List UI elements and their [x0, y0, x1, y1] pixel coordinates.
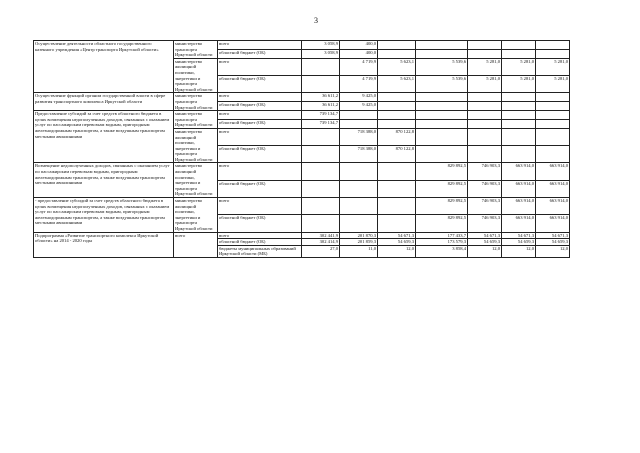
amount-cell: 5 281,0	[536, 58, 570, 75]
funding-source: всего	[218, 198, 302, 215]
executor-cell: министерство жилищной политики, энергетики и транспорта Иркутской области	[174, 58, 218, 93]
amount-cell	[340, 111, 378, 120]
measure-name: Осуществление функций органом государственной власти в сфере развития транспортного комплекса Иркутской области	[34, 93, 174, 111]
executor-cell: министерство транспорта Иркутской области	[174, 93, 218, 111]
amount-cell: 5 281,0	[468, 58, 502, 75]
amount-cell: 829 892,5	[416, 180, 468, 197]
amount-cell	[340, 180, 378, 197]
amount-cell	[502, 102, 536, 111]
amount-cell	[340, 215, 378, 232]
amount-cell: 302 414,9	[302, 239, 340, 246]
amount-cell	[378, 198, 416, 215]
amount-cell: 54 671,3	[502, 232, 536, 239]
amount-cell	[302, 215, 340, 232]
table-row	[34, 93, 570, 102]
amount-cell: 173 579,3	[416, 239, 468, 246]
amount-cell	[502, 93, 536, 102]
amount-cell: 5 623,1	[378, 76, 416, 93]
amount-cell	[536, 120, 570, 129]
amount-cell: 739 134,7	[302, 111, 340, 120]
amount-cell: 9 425,0	[340, 102, 378, 111]
amount-cell	[536, 128, 570, 145]
amount-cell	[502, 49, 536, 58]
table-row	[34, 163, 570, 180]
amount-cell: 302 441,9	[302, 232, 340, 239]
amount-cell	[502, 120, 536, 129]
amount-cell	[378, 111, 416, 120]
funding-source: областной бюджет (ОБ)	[218, 76, 302, 93]
table-row	[34, 232, 570, 239]
amount-cell	[502, 111, 536, 120]
amount-cell	[536, 49, 570, 58]
amount-cell	[416, 102, 468, 111]
amount-cell	[302, 180, 340, 197]
amount-cell	[378, 102, 416, 111]
amount-cell: 5 281,0	[502, 58, 536, 75]
amount-cell	[536, 111, 570, 120]
amount-cell	[416, 49, 468, 58]
amount-cell: 663 914,0	[502, 215, 536, 232]
budget-table	[33, 40, 570, 258]
funding-source: областной бюджет (ОБ)	[218, 215, 302, 232]
amount-cell: 54 671,3	[468, 232, 502, 239]
funding-source: областной бюджет (ОБ)	[218, 102, 302, 111]
table-row	[34, 41, 570, 50]
amount-cell	[536, 146, 570, 163]
executor-cell: министерство жилищной политики, энергетики и транспорта Иркутской области	[174, 198, 218, 233]
amount-cell: 5 539,6	[416, 76, 468, 93]
amount-cell	[416, 128, 468, 145]
amount-cell	[468, 146, 502, 163]
amount-cell	[502, 41, 536, 50]
amount-cell	[378, 41, 416, 50]
amount-cell: 54 671,3	[378, 232, 416, 239]
amount-cell: 663 914,0	[502, 198, 536, 215]
amount-cell: 201 870,3	[340, 232, 378, 239]
executor-cell: министерство жилищной политики, энергетики и транспорта Иркутской области	[174, 163, 218, 198]
amount-cell: 9 425,0	[340, 93, 378, 102]
amount-cell: 829 892,5	[416, 198, 468, 215]
amount-cell: 5 281,0	[502, 76, 536, 93]
amount-cell	[468, 120, 502, 129]
amount-cell: 4 719,9	[340, 76, 378, 93]
amount-cell: 739 134,7	[302, 120, 340, 129]
amount-cell	[502, 128, 536, 145]
amount-cell: 36 611,2	[302, 93, 340, 102]
amount-cell: 54 659,3	[536, 239, 570, 246]
amount-cell	[468, 128, 502, 145]
amount-cell: 36 611,2	[302, 102, 340, 111]
amount-cell	[302, 76, 340, 93]
funding-source: областной бюджет (ОБ)	[218, 146, 302, 163]
amount-cell	[416, 120, 468, 129]
amount-cell: 663 914,0	[536, 180, 570, 197]
amount-cell	[340, 198, 378, 215]
amount-cell: 746 903,3	[468, 215, 502, 232]
measure-name: - предоставление субсидий за счет средств областного бюджета в целях возмещения недополученных доходов, связанных с оказанием услуг по пассажирским перевозкам водным, пригородным железнодорожным транспортом, а также воздушным транспортом местными авиалиниями	[34, 198, 174, 233]
funding-source: всего	[218, 93, 302, 102]
amount-cell	[468, 49, 502, 58]
funding-source: областной бюджет (ОБ)	[218, 239, 302, 246]
amount-cell	[340, 163, 378, 180]
executor-cell: министерство жилищной политики, энергетики и транспорта Иркутской области	[174, 128, 218, 163]
amount-cell	[468, 111, 502, 120]
measure-name: Подпрограмма «Развитие транспортного комплекса Иркутской области» на 2014 - 2020 годы	[34, 232, 174, 257]
amount-cell: 829 892,5	[416, 215, 468, 232]
amount-cell	[378, 215, 416, 232]
executor-cell: министерство транспорта Иркутской области	[174, 111, 218, 129]
amount-cell	[378, 163, 416, 180]
funding-source: областной бюджет (ОБ)	[218, 120, 302, 129]
amount-cell	[378, 49, 416, 58]
amount-cell	[468, 93, 502, 102]
amount-cell: 3 058,9	[302, 49, 340, 58]
amount-cell	[302, 128, 340, 145]
executor-cell: всего	[174, 232, 218, 257]
amount-cell	[468, 41, 502, 50]
page-number: 3	[314, 16, 318, 25]
funding-source: всего	[218, 128, 302, 145]
funding-source: всего	[218, 232, 302, 239]
table-row	[34, 198, 570, 215]
funding-source: бюджеты муниципальных образований Иркутской области (МБ)	[218, 245, 302, 257]
amount-cell: 12,0	[468, 245, 502, 257]
amount-cell: 54 659,3	[502, 239, 536, 246]
amount-cell	[536, 102, 570, 111]
amount-cell	[302, 146, 340, 163]
amount-cell: 201 859,3	[340, 239, 378, 246]
amount-cell: 5 623,1	[378, 58, 416, 75]
funding-source: областной бюджет (ОБ)	[218, 49, 302, 58]
amount-cell: 5 281,0	[536, 76, 570, 93]
amount-cell: 27,0	[302, 245, 340, 257]
amount-cell	[536, 41, 570, 50]
amount-cell: 11,0	[340, 245, 378, 257]
funding-source: всего	[218, 58, 302, 75]
amount-cell: 870 122,8	[378, 146, 416, 163]
amount-cell: 663 914,0	[502, 180, 536, 197]
amount-cell: 663 914,0	[536, 163, 570, 180]
amount-cell	[416, 111, 468, 120]
amount-cell: 663 914,0	[536, 198, 570, 215]
measure-name: Предоставление субсидий за счет средств областного бюджета в целях возмещения недополученных доходов, связанных с оказанием услуг по пассажирским перевозкам водным, пригородным железнодорожным транспортом, а также воздушным транспортом местными авиалиниями	[34, 111, 174, 163]
amount-cell: 663 914,0	[502, 163, 536, 180]
amount-cell: 54 659,3	[468, 239, 502, 246]
amount-cell: 54 671,3	[536, 232, 570, 239]
amount-cell: 746 903,3	[468, 163, 502, 180]
amount-cell: 829 892,5	[416, 163, 468, 180]
amount-cell	[378, 180, 416, 197]
funding-source: всего	[218, 41, 302, 50]
amount-cell	[468, 102, 502, 111]
amount-cell	[302, 198, 340, 215]
funding-source: всего	[218, 111, 302, 120]
amount-cell: 3 858,4	[416, 245, 468, 257]
funding-source: областной бюджет (ОБ)	[218, 180, 302, 197]
amount-cell	[502, 146, 536, 163]
measure-name: Возмещение недополученных доходов, связанных с оказанием услуг по пассажирским перевозкам водным, пригородным железнодорожным транспортом, а также воздушным транспортом местными авиалиниями	[34, 163, 174, 198]
amount-cell	[302, 163, 340, 180]
amount-cell: 718 388,0	[340, 146, 378, 163]
amount-cell: 400,0	[340, 41, 378, 50]
amount-cell	[536, 93, 570, 102]
amount-cell: 4 719,9	[340, 58, 378, 75]
amount-cell: 3 058,9	[302, 41, 340, 50]
amount-cell	[416, 41, 468, 50]
amount-cell: 12,0	[502, 245, 536, 257]
amount-cell: 5 281,0	[468, 76, 502, 93]
amount-cell	[378, 120, 416, 129]
amount-cell	[416, 93, 468, 102]
amount-cell: 718 388,0	[340, 128, 378, 145]
amount-cell: 663 914,0	[536, 215, 570, 232]
amount-cell: 746 903,3	[468, 180, 502, 197]
amount-cell: 54 659,3	[378, 239, 416, 246]
measure-name: Осуществление деятельности областного государственного казенного учреждения «Центр транспорта Иркутской области»	[34, 41, 174, 93]
amount-cell: 870 122,8	[378, 128, 416, 145]
amount-cell: 12,0	[536, 245, 570, 257]
executor-cell: министерство транспорта Иркутской области	[174, 41, 218, 59]
amount-cell: 746 903,3	[468, 198, 502, 215]
amount-cell: 12,0	[378, 245, 416, 257]
amount-cell	[302, 58, 340, 75]
funding-source: всего	[218, 163, 302, 180]
amount-cell: 177 433,7	[416, 232, 468, 239]
amount-cell	[416, 146, 468, 163]
amount-cell	[378, 93, 416, 102]
table-row	[34, 111, 570, 120]
amount-cell: 400,0	[340, 49, 378, 58]
amount-cell: 5 539,6	[416, 58, 468, 75]
amount-cell	[340, 120, 378, 129]
